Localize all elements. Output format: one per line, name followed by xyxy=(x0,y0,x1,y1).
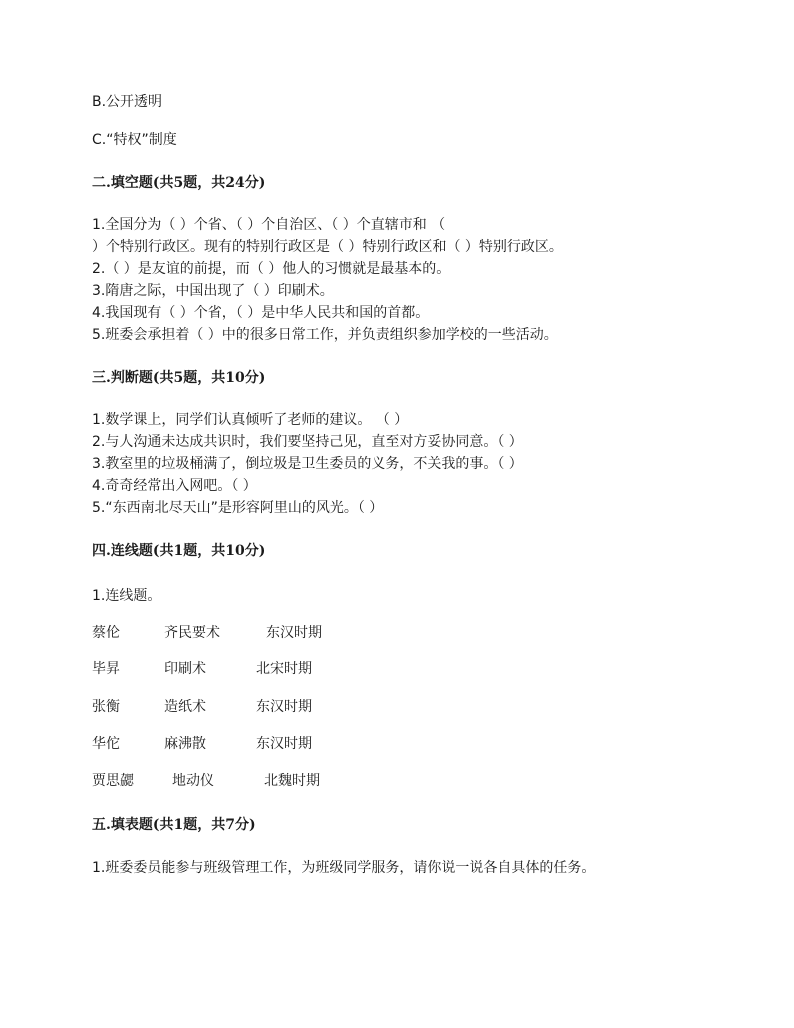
option-c: C.“特权”制度 xyxy=(92,132,177,148)
table-q1: 1.班委委员能参与班级管理工作，为班级同学服务，请你说一说各自具体的任务。 xyxy=(92,860,596,876)
match-item: 齐民要术 xyxy=(164,625,220,641)
fill-q3: 3.隋唐之际，中国出现了（ ）印刷术。 xyxy=(92,283,334,299)
fill-q1-line1: 1.全国分为（ ）个省、（ ）个自治区、（ ）个直辖市和 （ xyxy=(92,217,446,233)
judge-q1: 1.数学课上，同学们认真倾听了老师的建议。 （ ） xyxy=(92,412,409,428)
fill-q1-line2: ）个特别行政区。现有的特别行政区是（ ）特别行政区和（ ）特别行政区。 xyxy=(92,239,563,255)
option-b: B.公开透明 xyxy=(92,94,163,110)
judge-q3: 3.教室里的垃圾桶满了，倒垃圾是卫生委员的义务，不关我的事。（ ） xyxy=(92,456,523,472)
section-4-title: 四.连线题(共1题，共10分) xyxy=(92,543,266,559)
match-row xyxy=(92,659,512,679)
match-row xyxy=(92,623,512,643)
match-q1: 1.连线题。 xyxy=(92,588,162,604)
match-item: 印刷术 xyxy=(164,661,206,677)
section-5-title: 五.填表题(共1题，共7分) xyxy=(92,817,256,833)
section-2-title: 二.填空题(共5题，共24分) xyxy=(92,175,266,191)
match-item: 造纸术 xyxy=(164,699,206,715)
match-person: 华佗 xyxy=(92,736,120,752)
match-era: 东汉时期 xyxy=(256,736,312,752)
match-era: 北魏时期 xyxy=(264,773,320,789)
judge-q2: 2.与人沟通未达成共识时，我们要坚持己见，直至对方妥协同意。（ ） xyxy=(92,434,523,450)
judge-q5: 5.“东西南北尽天山”是形容阿里山的风光。（ ） xyxy=(92,500,384,516)
match-row xyxy=(92,734,512,754)
match-era: 东汉时期 xyxy=(266,625,322,641)
match-item: 麻沸散 xyxy=(164,736,206,752)
match-row xyxy=(92,771,512,791)
match-era: 北宋时期 xyxy=(256,661,312,677)
judge-q4: 4.奇奇经常出入网吧。（ ） xyxy=(92,478,257,494)
match-person: 张衡 xyxy=(92,699,120,715)
fill-q2: 2.（ ）是友谊的前提，而（ ）他人的习惯就是最基本的。 xyxy=(92,261,451,277)
fill-q4: 4.我国现有（ ）个省，（ ）是中华人民共和国的首都。 xyxy=(92,305,430,321)
fill-q5: 5.班委会承担着（ ）中的很多日常工作，并负责组织参加学校的一些活动。 xyxy=(92,327,558,343)
match-item: 地动仪 xyxy=(172,773,214,789)
match-era: 东汉时期 xyxy=(256,699,312,715)
match-person: 蔡伦 xyxy=(92,625,120,641)
match-row xyxy=(92,697,512,717)
section-3-title: 三.判断题(共5题，共10分) xyxy=(92,370,266,386)
match-person: 贾思勰 xyxy=(92,773,134,789)
match-person: 毕昇 xyxy=(92,661,120,677)
